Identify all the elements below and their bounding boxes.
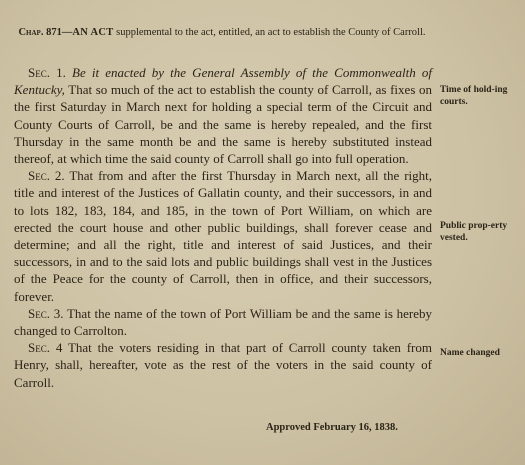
section-2-label: Sec. 2. [28, 168, 65, 184]
section-4 [14, 339, 432, 391]
margin-note-property: Public prop-erty vested. [440, 221, 508, 243]
act-header [14, 26, 430, 40]
approval-date: Approved February 16, 1838. [266, 422, 398, 433]
act-title-caps: AN ACT [72, 27, 114, 38]
section-1-text: That so much of the act to establish the county of Carroll, as fixes on the first Saturday in March next for holding a special term of the Circuit and County Courts of Carroll, be and the same is hereby repealed, and the first Thursday in the same month be and the same is hereby substituted instead thereof, at which time the said county of Carroll shall go into full operation. [14, 82, 432, 167]
section-1 [14, 64, 432, 167]
margin-note-name: Name changed [440, 348, 500, 358]
act-body [14, 64, 432, 391]
section-4-text: That the voters residing in that part of Carroll county taken from Henry, shall, hereafter, vote as the rest of the voters in the said county of Carroll. [14, 340, 432, 390]
margin-note-courts: Time of hold-ing courts. [440, 85, 508, 107]
section-3-text: That the name of the town of Port William be and the same is hereby changed to Carrolton. [14, 305, 432, 339]
section-3 [14, 305, 432, 339]
section-4-label: Sec. 4 [28, 340, 63, 356]
section-2-text: That from and after the first Thursday in March next, all the right, title and interest of the Justices of Gallatin county, and their successors, in and to lots 182, 183, 184, and 185, in the town of Port William, on which are erected the court house and other public buildings, shall forever cease and determine; and all the right, title and interest of said Justices, and their successors, in and to the said lots and public buildings shall vest in the Justices of the Peace for the county of Carroll, then in office, and their successors, forever. [14, 168, 432, 304]
act-title-rest: supplemental to the act, entitled, an act to establish the County of Carroll. [113, 27, 426, 38]
enacting-clause: Be it enacted by the General Assembly of the Commonwealth of Kentucky, [14, 65, 433, 98]
section-3-label: Sec. 3. [28, 305, 64, 321]
section-2 [14, 167, 432, 305]
section-1-label: Sec. 1. [28, 65, 66, 80]
chapter-number: Chap. 871— [18, 27, 73, 38]
